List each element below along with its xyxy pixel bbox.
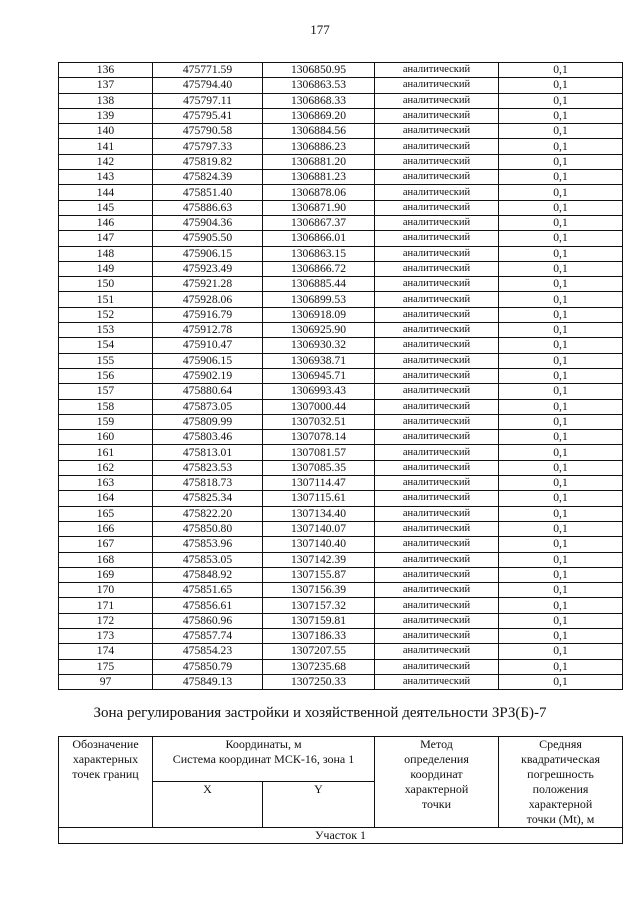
table-row: [59, 93, 623, 108]
method: аналитический: [375, 537, 499, 552]
table-row: [59, 460, 623, 475]
x-coordinate: 475904.36: [153, 215, 263, 230]
table-row: [59, 506, 623, 521]
y-coordinate: 1306863.15: [263, 246, 375, 261]
method: аналитический: [375, 674, 499, 689]
error-value: 0,1: [499, 246, 623, 261]
x-coordinate: 475825.34: [153, 491, 263, 506]
error-value: 0,1: [499, 215, 623, 230]
y-coordinate: 1307114.47: [263, 476, 375, 491]
error-value: 0,1: [499, 445, 623, 460]
table-row: [59, 583, 623, 598]
x-coordinate: 475921.28: [153, 277, 263, 292]
x-coordinate: 475853.05: [153, 552, 263, 567]
method: аналитический: [375, 200, 499, 215]
table-row: [59, 368, 623, 383]
point-number: 150: [59, 277, 153, 292]
error-value: 0,1: [499, 185, 623, 200]
y-coordinate: 1306918.09: [263, 307, 375, 322]
method: аналитический: [375, 414, 499, 429]
method: аналитический: [375, 292, 499, 307]
error-value: 0,1: [499, 583, 623, 598]
table-row: [59, 108, 623, 123]
point-number: 168: [59, 552, 153, 567]
error-value: 0,1: [499, 613, 623, 628]
table-row: [59, 231, 623, 246]
y-coordinate: 1307156.39: [263, 583, 375, 598]
y-coordinate: 1307134.40: [263, 506, 375, 521]
zone-header-table: [58, 736, 623, 844]
method: аналитический: [375, 445, 499, 460]
table-row: [59, 215, 623, 230]
y-coordinate: 1306993.43: [263, 384, 375, 399]
method-header: Метод определения координат характерной точки: [375, 737, 499, 828]
error-value: 0,1: [499, 307, 623, 322]
y-coordinate: 1307250.33: [263, 674, 375, 689]
error-value: 0,1: [499, 476, 623, 491]
point-number: 162: [59, 460, 153, 475]
point-number: 166: [59, 521, 153, 536]
point-number: 138: [59, 93, 153, 108]
error-value: 0,1: [499, 414, 623, 429]
x-coordinate: 475860.96: [153, 613, 263, 628]
error-value: 0,1: [499, 628, 623, 643]
error-value: 0,1: [499, 63, 623, 78]
error-value: 0,1: [499, 170, 623, 185]
point-number: 154: [59, 338, 153, 353]
table-row: [59, 567, 623, 582]
x-coordinate: 475923.49: [153, 261, 263, 276]
y-coordinate: 1307159.81: [263, 613, 375, 628]
y-coordinate: 1307085.35: [263, 460, 375, 475]
method: аналитический: [375, 307, 499, 322]
error-value: 0,1: [499, 460, 623, 475]
method: аналитический: [375, 491, 499, 506]
method: аналитический: [375, 93, 499, 108]
x-coordinate: 475849.13: [153, 674, 263, 689]
y-coordinate: 1307000.44: [263, 399, 375, 414]
y-coordinate: 1306871.90: [263, 200, 375, 215]
point-number: 160: [59, 430, 153, 445]
table-row: [59, 628, 623, 643]
method: аналитический: [375, 78, 499, 93]
table-row: [59, 323, 623, 338]
error-value: 0,1: [499, 491, 623, 506]
method: аналитический: [375, 506, 499, 521]
y-coordinate: 1307155.87: [263, 567, 375, 582]
y-coordinate: 1307157.32: [263, 598, 375, 613]
page-number: 177: [310, 22, 330, 37]
method: аналитический: [375, 521, 499, 536]
y-coordinate: 1307140.07: [263, 521, 375, 536]
method: аналитический: [375, 277, 499, 292]
error-value: 0,1: [499, 430, 623, 445]
coordinates-header: Координаты, м Система координат МСК-16, зона 1: [153, 737, 375, 782]
method: аналитический: [375, 353, 499, 368]
coordinates-table: [58, 62, 623, 690]
error-value: 0,1: [499, 277, 623, 292]
table-row: [59, 246, 623, 261]
table-row: [59, 185, 623, 200]
error-value: 0,1: [499, 108, 623, 123]
x-coordinate: 475797.11: [153, 93, 263, 108]
method: аналитический: [375, 460, 499, 475]
x-coordinate: 475851.40: [153, 185, 263, 200]
x-coordinate: 475824.39: [153, 170, 263, 185]
x-coordinate: 475906.15: [153, 353, 263, 368]
point-number: 144: [59, 185, 153, 200]
error-value: 0,1: [499, 231, 623, 246]
x-coordinate: 475803.46: [153, 430, 263, 445]
point-number: 174: [59, 644, 153, 659]
y-coordinate: 1307115.61: [263, 491, 375, 506]
table-row: [59, 399, 623, 414]
method: аналитический: [375, 139, 499, 154]
point-number: 156: [59, 368, 153, 383]
table-row: [59, 292, 623, 307]
y-coordinate: 1306881.20: [263, 154, 375, 169]
method: аналитический: [375, 613, 499, 628]
y-header: Y: [263, 782, 375, 828]
table-row: [59, 261, 623, 276]
point-number: 163: [59, 476, 153, 491]
x-coordinate: 475850.80: [153, 521, 263, 536]
table-row: [59, 552, 623, 567]
x-coordinate: 475916.79: [153, 307, 263, 322]
x-coordinate: 475910.47: [153, 338, 263, 353]
x-coordinate: 475856.61: [153, 598, 263, 613]
y-coordinate: 1307142.39: [263, 552, 375, 567]
method: аналитический: [375, 644, 499, 659]
x-coordinate: 475823.53: [153, 460, 263, 475]
error-value: 0,1: [499, 93, 623, 108]
y-coordinate: 1306881.23: [263, 170, 375, 185]
table-row: [59, 154, 623, 169]
error-value: 0,1: [499, 338, 623, 353]
y-coordinate: 1306863.53: [263, 78, 375, 93]
point-number: 158: [59, 399, 153, 414]
method: аналитический: [375, 231, 499, 246]
method: аналитический: [375, 261, 499, 276]
x-coordinate: 475794.40: [153, 78, 263, 93]
method: аналитический: [375, 567, 499, 582]
method: аналитический: [375, 63, 499, 78]
table-row: [59, 613, 623, 628]
section-label: Участок 1: [59, 828, 623, 844]
point-number: 175: [59, 659, 153, 674]
y-coordinate: 1306868.33: [263, 93, 375, 108]
point-number: 151: [59, 292, 153, 307]
x-coordinate: 475853.96: [153, 537, 263, 552]
point-designation-header: Обозначение характерных точек границ: [59, 737, 153, 828]
method: аналитический: [375, 598, 499, 613]
point-number: 139: [59, 108, 153, 123]
x-coordinate: 475819.82: [153, 154, 263, 169]
error-value: 0,1: [499, 552, 623, 567]
method: аналитический: [375, 108, 499, 123]
x-coordinate: 475928.06: [153, 292, 263, 307]
table-row: [59, 170, 623, 185]
error-header: Средняя квадратическая погрешность положения характерной точки (Mt), м: [499, 737, 623, 828]
point-number: 159: [59, 414, 153, 429]
y-coordinate: 1307140.40: [263, 537, 375, 552]
method: аналитический: [375, 368, 499, 383]
error-value: 0,1: [499, 659, 623, 674]
table-row: [59, 307, 623, 322]
table-row: [59, 78, 623, 93]
table-row: [59, 521, 623, 536]
y-coordinate: 1307078.14: [263, 430, 375, 445]
method: аналитический: [375, 583, 499, 598]
y-coordinate: 1307207.55: [263, 644, 375, 659]
table-row: [59, 598, 623, 613]
x-coordinate: 475880.64: [153, 384, 263, 399]
table-row: [59, 537, 623, 552]
x-coordinate: 475771.59: [153, 63, 263, 78]
table-row: [59, 445, 623, 460]
x-coordinate: 475818.73: [153, 476, 263, 491]
x-coordinate: 475854.23: [153, 644, 263, 659]
x-coordinate: 475790.58: [153, 124, 263, 139]
x-coordinate: 475851.65: [153, 583, 263, 598]
x-coordinate: 475902.19: [153, 368, 263, 383]
y-coordinate: 1306945.71: [263, 368, 375, 383]
error-value: 0,1: [499, 598, 623, 613]
x-coordinate: 475912.78: [153, 323, 263, 338]
error-value: 0,1: [499, 139, 623, 154]
y-coordinate: 1306869.20: [263, 108, 375, 123]
table-row: [59, 476, 623, 491]
method: аналитический: [375, 124, 499, 139]
table-row: [59, 124, 623, 139]
error-value: 0,1: [499, 537, 623, 552]
method: аналитический: [375, 476, 499, 491]
error-value: 0,1: [499, 567, 623, 582]
table-row: [59, 414, 623, 429]
error-value: 0,1: [499, 399, 623, 414]
x-coordinate: 475848.92: [153, 567, 263, 582]
method: аналитический: [375, 338, 499, 353]
error-value: 0,1: [499, 292, 623, 307]
error-value: 0,1: [499, 200, 623, 215]
error-value: 0,1: [499, 124, 623, 139]
x-coordinate: 475857.74: [153, 628, 263, 643]
point-number: 157: [59, 384, 153, 399]
x-coordinate: 475905.50: [153, 231, 263, 246]
x-header: X: [153, 782, 263, 828]
error-value: 0,1: [499, 154, 623, 169]
y-coordinate: 1306867.37: [263, 215, 375, 230]
y-coordinate: 1306850.95: [263, 63, 375, 78]
method: аналитический: [375, 323, 499, 338]
table-row: [59, 491, 623, 506]
table-row: [59, 353, 623, 368]
method: аналитический: [375, 552, 499, 567]
table-row: [59, 674, 623, 689]
point-number: 173: [59, 628, 153, 643]
point-number: 155: [59, 353, 153, 368]
table-row: [59, 430, 623, 445]
point-number: 145: [59, 200, 153, 215]
error-value: 0,1: [499, 261, 623, 276]
x-coordinate: 475795.41: [153, 108, 263, 123]
error-value: 0,1: [499, 353, 623, 368]
error-value: 0,1: [499, 384, 623, 399]
y-coordinate: 1306878.06: [263, 185, 375, 200]
y-coordinate: 1306886.23: [263, 139, 375, 154]
table-row: [59, 277, 623, 292]
zone-title: Зона регулирования застройки и хозяйственной деятельности ЗРЗ(Б)-7: [93, 705, 547, 721]
method: аналитический: [375, 384, 499, 399]
table-row: [59, 644, 623, 659]
point-number: 140: [59, 124, 153, 139]
y-coordinate: 1306884.56: [263, 124, 375, 139]
y-coordinate: 1306899.53: [263, 292, 375, 307]
method: аналитический: [375, 430, 499, 445]
point-number: 152: [59, 307, 153, 322]
method: аналитический: [375, 628, 499, 643]
table-row: [59, 139, 623, 154]
y-coordinate: 1307081.57: [263, 445, 375, 460]
method: аналитический: [375, 170, 499, 185]
point-number: 161: [59, 445, 153, 460]
x-coordinate: 475886.63: [153, 200, 263, 215]
method: аналитический: [375, 154, 499, 169]
y-coordinate: 1306925.90: [263, 323, 375, 338]
y-coordinate: 1306885.44: [263, 277, 375, 292]
error-value: 0,1: [499, 644, 623, 659]
error-value: 0,1: [499, 521, 623, 536]
point-number: 167: [59, 537, 153, 552]
y-coordinate: 1306866.01: [263, 231, 375, 246]
y-coordinate: 1307186.33: [263, 628, 375, 643]
method: аналитический: [375, 659, 499, 674]
x-coordinate: 475822.20: [153, 506, 263, 521]
method: аналитический: [375, 399, 499, 414]
error-value: 0,1: [499, 506, 623, 521]
table-row: [59, 200, 623, 215]
table-row: [59, 63, 623, 78]
error-value: 0,1: [499, 368, 623, 383]
point-number: 169: [59, 567, 153, 582]
point-number: 142: [59, 154, 153, 169]
point-number: 141: [59, 139, 153, 154]
x-coordinate: 475906.15: [153, 246, 263, 261]
x-coordinate: 475873.05: [153, 399, 263, 414]
x-coordinate: 475809.99: [153, 414, 263, 429]
table-row: [59, 659, 623, 674]
error-value: 0,1: [499, 323, 623, 338]
x-coordinate: 475813.01: [153, 445, 263, 460]
error-value: 0,1: [499, 674, 623, 689]
point-number: 136: [59, 63, 153, 78]
x-coordinate: 475850.79: [153, 659, 263, 674]
point-number: 148: [59, 246, 153, 261]
point-number: 164: [59, 491, 153, 506]
table-row: [59, 384, 623, 399]
error-value: 0,1: [499, 78, 623, 93]
point-number: 143: [59, 170, 153, 185]
point-number: 153: [59, 323, 153, 338]
point-number: 165: [59, 506, 153, 521]
point-number: 171: [59, 598, 153, 613]
method: аналитический: [375, 215, 499, 230]
y-coordinate: 1306938.71: [263, 353, 375, 368]
point-number: 172: [59, 613, 153, 628]
y-coordinate: 1306866.72: [263, 261, 375, 276]
y-coordinate: 1306930.32: [263, 338, 375, 353]
table-row: [59, 338, 623, 353]
y-coordinate: 1307235.68: [263, 659, 375, 674]
method: аналитический: [375, 246, 499, 261]
point-number: 147: [59, 231, 153, 246]
point-number: 146: [59, 215, 153, 230]
y-coordinate: 1307032.51: [263, 414, 375, 429]
x-coordinate: 475797.33: [153, 139, 263, 154]
point-number: 149: [59, 261, 153, 276]
point-number: 97: [59, 674, 153, 689]
point-number: 137: [59, 78, 153, 93]
method: аналитический: [375, 185, 499, 200]
point-number: 170: [59, 583, 153, 598]
